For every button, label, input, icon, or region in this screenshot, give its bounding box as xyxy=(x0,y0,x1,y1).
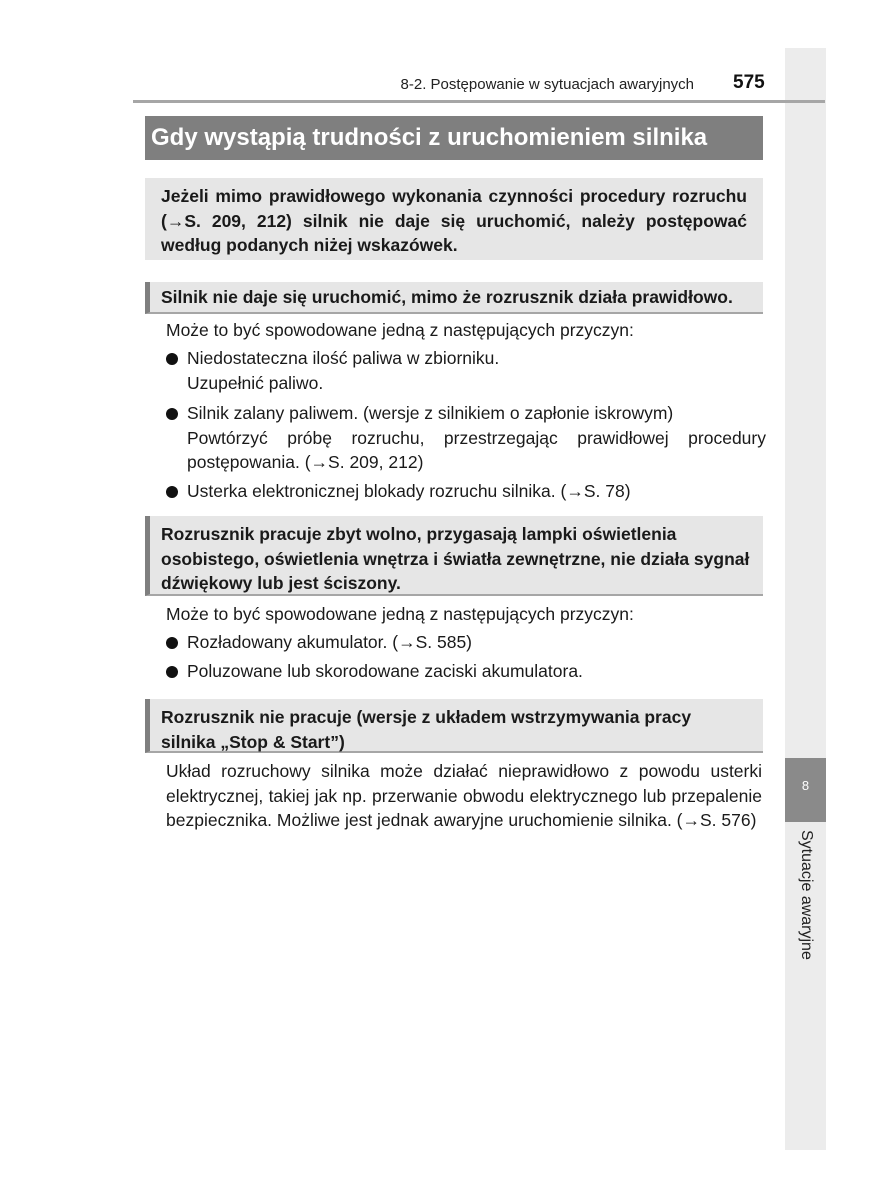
bullet-icon xyxy=(166,637,178,649)
section2-lead: Może to być spowodowane jedną z następujących przyczyn: xyxy=(166,604,634,624)
subsection-heading-1: Silnik nie daje się uruchomić, mimo że rozrusznik działa prawidłowo. xyxy=(145,282,763,314)
list-item: Poluzowane lub skorodowane zaciski akumulatora. xyxy=(166,659,766,684)
bullet-icon xyxy=(166,486,178,498)
bullet-icon xyxy=(166,353,178,365)
subsection-heading-3: Rozrusznik nie pracuje (wersje z układem wstrzymywania pracy silnika „Stop & Start”) xyxy=(145,699,763,753)
header-divider xyxy=(133,100,825,103)
section3-body: Układ rozruchowy silnika może działać nieprawidłowo z powodu usterki elektrycznej, takiej jak np. przerwanie obwodu elektrycznego lub przepalenie bezpiecznika. Możliwe jest jednak awaryjne uruchomienie silnika. (→S. 576) xyxy=(166,761,762,830)
intro-box: Jeżeli mimo prawidłowego wykonania czynności procedury rozruchu (→S. 209, 212) silnik nie daje się uruchomić, należy postępować według podanych niżej wskazówek. xyxy=(145,178,763,260)
list-item: Silnik zalany paliwem. (wersje z silnikiem o zapłonie iskrowym) Powtórzyć próbę rozruchu, przestrzegając prawidłowej procedury postępowania. (→S. 209, 212) xyxy=(166,401,766,475)
chapter-tab-number: 8 xyxy=(785,758,826,822)
bullet-icon xyxy=(166,408,178,420)
section-title: Gdy wystąpią trudności z uruchomieniem silnika xyxy=(145,116,763,160)
chapter-tab-label: Sytuacje awaryjne xyxy=(798,830,815,960)
subsection-heading-2: Rozrusznik pracuje zbyt wolno, przygasają lampki oświetlenia osobistego, oświetlenia wnętrza i światła zewnętrzne, nie działa sygnał dźwiękowy lub jest ściszony. xyxy=(145,516,763,596)
chapter-heading: 8-2. Postępowanie w sytuacjach awaryjnych xyxy=(400,76,694,93)
list-item: Niedostateczna ilość paliwa w zbiorniku. Uzupełnić paliwo. xyxy=(166,346,766,395)
page-number: 575 xyxy=(733,72,765,93)
list-item: Rozładowany akumulator. (→S. 585) xyxy=(166,630,766,655)
bullet-icon xyxy=(166,666,178,678)
list-item: Usterka elektronicznej blokady rozruchu silnika. (→S. 78) xyxy=(166,479,766,504)
section1-lead: Może to być spowodowane jedną z następujących przyczyn: xyxy=(166,320,634,340)
